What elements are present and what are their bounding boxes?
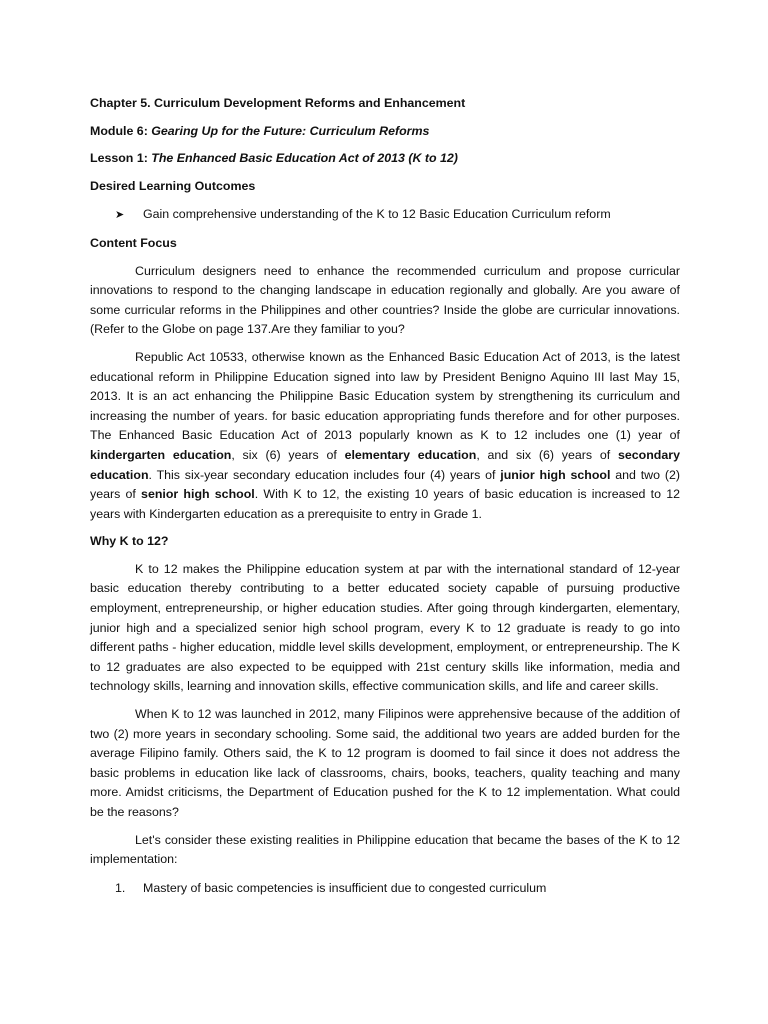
paragraph-republic-act xyxy=(90,348,680,524)
chapter-heading: Chapter 5. Curriculum Development Reforms and Enhancement xyxy=(90,96,466,110)
lesson-title: The Enhanced Basic Education Act of 2013 (K to 12) xyxy=(151,151,458,166)
text-run: . This six-year secondary education includes four (4) years of xyxy=(148,467,501,482)
content-focus-heading: Content Focus xyxy=(90,235,177,250)
why-k12-heading: Why K to 12? xyxy=(90,534,169,549)
module-prefix: Module 6: xyxy=(90,123,152,138)
text-run: , six (6) years of xyxy=(231,447,345,462)
bold-elementary: elementary education xyxy=(344,447,477,462)
paragraph-intro: Curriculum designers need to enhance the recommended curriculum and propose curricular innovations to respond to the changing landscape in education regionally and globally. Are you aware of some curricular reforms in the Philippines and other countries? Inside the globe are curricular innovations. (Refer to the Globe on page 137.Are they familiar to you? xyxy=(90,263,680,337)
list-item-text: Mastery of basic competencies is insufficient due to congested curriculum xyxy=(143,880,547,895)
paragraph-realities: Let's consider these existing realities in Philippine education that became the bases of the K to 12 implementation: xyxy=(90,832,680,867)
paragraph-why-k12: K to 12 makes the Philippine education system at par with the international standard of 12-year basic education thereby contributing to a better educated society capable of pursuing productive employment, entrepreneurship, or higher education studies. After going through kindergarten, elementary, junior high and a specialized senior high school program, every K to 12 graduate is ready to go into different paths - higher education, middle level skills development, employment, or entrepreneurship. The K to 12 graduates are also expected to be equipped with 21st century skills like information, media and technology skills, learning and innovation skills, effective communication skills, and life and career skills. xyxy=(90,561,680,694)
bold-kindergarten: kindergarten education xyxy=(90,447,232,462)
bold-secondary: secondary education xyxy=(90,447,680,482)
text-run: . With K to 12, the existing 10 years of basic education is increased to 12 years with Kindergarten education as a prerequisite to entry in Grade 1. xyxy=(90,487,680,521)
numbered-list-item xyxy=(115,879,680,899)
module-title: Gearing Up for the Future: Curriculum Reforms xyxy=(151,123,430,138)
outcome-list-item xyxy=(115,205,680,226)
text-run: Republic Act 10533, otherwise known as the Enhanced Basic Education Act of 2013, is the latest educational reform in Philippine Education signed into law by President Benigno Aquino III last May 15, 2013. It is an act enhancing the Philippine Basic Education system by strengthening its curriculum and increasing the number of years. for basic education appropriating funds therefore and for other purposes. The Enhanced Basic Education Act of 2013 popularly known as K to 12 includes one (1) year of xyxy=(90,349,680,443)
outcomes-heading: Desired Learning Outcomes xyxy=(90,178,256,193)
outcome-text: Gain comprehensive understanding of the K to 12 Basic Education Curriculum reform xyxy=(143,207,611,222)
bold-senior-high: senior high school xyxy=(141,487,255,502)
paragraph-launch: When K to 12 was launched in 2012, many Filipinos were apprehensive because of the addition of two (2) more years in secondary schooling. Some said, the additional two years are added burden for the average Filipino family. Others said, the K to 12 program is doomed to fail since it does not address the basic problems in education like lack of classrooms, chairs, books, teachers, quality teaching and many more. Amidst criticisms, the Department of Education pushed for the K to 12 implementation. What could be the reasons? xyxy=(90,707,680,819)
arrow-bullet-icon: ➤ xyxy=(115,209,125,222)
module-heading xyxy=(90,122,680,142)
lesson-prefix: Lesson 1: xyxy=(90,151,152,166)
list-number: 1. xyxy=(115,880,126,895)
text-run: and two (2) years of xyxy=(90,467,680,502)
bold-junior-high: junior high school xyxy=(500,467,611,482)
text-run: , and six (6) years of xyxy=(476,447,618,462)
lesson-heading xyxy=(90,149,680,169)
